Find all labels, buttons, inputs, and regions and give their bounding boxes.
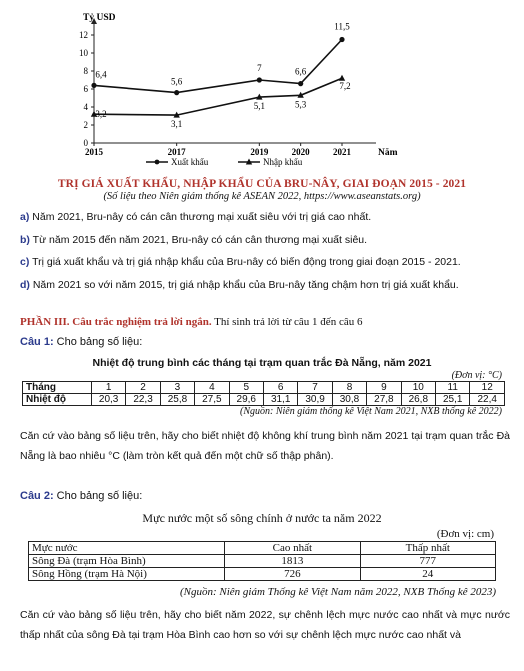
q2-table-title: Mực nước một số sông chính ở nước ta năm 2022: [142, 511, 382, 525]
table-cell: 2: [126, 382, 160, 394]
statement-b: b) Từ năm 2015 đến năm 2021, Bru-nây có cán cân thương mại xuất siêu.: [20, 234, 368, 246]
data-point: [257, 77, 262, 82]
legend-marker-export: [155, 160, 160, 165]
y-tick-label: 4: [83, 102, 88, 112]
data-label: 6,4: [95, 69, 107, 80]
table-cell: 26,8: [401, 394, 435, 406]
table-row: [23, 382, 505, 394]
table-cell: 12: [470, 382, 505, 394]
table-cell: Thấp nhất: [360, 542, 495, 555]
table-cell: 27,5: [195, 394, 229, 406]
table-cell: Nhiệt độ: [23, 394, 92, 406]
table-cell: 24: [360, 568, 495, 581]
x-axis-label: Năm: [378, 148, 398, 158]
table-row: [29, 568, 496, 581]
table-cell: 22,4: [470, 394, 505, 406]
table-cell: 3: [160, 382, 194, 394]
data-label: 11,5: [334, 21, 350, 32]
table-row: [29, 555, 496, 568]
q2-source: (Nguồn: Niên giám Thống kê Việt Nam năm 2022, NXB Thống kê 2023): [179, 586, 496, 598]
data-point: [339, 75, 345, 81]
x-tick-label: 2015: [85, 147, 103, 157]
table-cell: Mực nước: [29, 542, 225, 555]
q2-question: Căn cứ vào bảng số liệu trên, hãy cho biết năm 2022, sự chênh lệch mực nước cao nhất và mực nước thấp nhất của sông Đà tại trạm Hòa Bình cao hơn so với sự chênh lệch mực nước cao nhất và: [20, 609, 510, 641]
table-cell: 30,8: [332, 394, 366, 406]
statement-d: d) Năm 2021 so với năm 2015, trị giá nhập khẩu của Bru-nây tăng chậm hơn trị giá xuất khẩu.: [20, 279, 459, 291]
q1-question: Căn cứ vào bảng số liệu trên, hãy cho biết nhiệt độ không khí trung bình năm 2021 tại trạm quan trắc Đà Nẵng là bao nhiêu °C (làm tròn kết quả đến một chữ số thập phân).: [20, 430, 510, 462]
y-tick-label: 12: [79, 30, 88, 40]
table-cell: 29,6: [229, 394, 263, 406]
table-cell: 9: [367, 382, 401, 394]
data-point: [91, 83, 96, 88]
line-chart: [0, 0, 524, 178]
y-tick-label: 10: [79, 48, 88, 58]
q2-water-level-table: [28, 541, 496, 581]
table-cell: Sông Hồng (trạm Hà Nội): [29, 568, 225, 581]
table-cell: 30,9: [298, 394, 332, 406]
table-cell: 777: [360, 555, 495, 568]
table-cell: 25,1: [436, 394, 470, 406]
data-point: [339, 37, 344, 42]
table-cell: Tháng: [23, 382, 92, 394]
x-tick-label: 2020: [291, 147, 310, 157]
table-cell: 25,8: [160, 394, 194, 406]
part3-heading: PHẦN III. Câu trắc nghiệm trả lời ngắn. Thí sinh trả lời từ câu 1 đến câu 6: [20, 316, 363, 328]
table-cell: 22,3: [126, 394, 160, 406]
chart-source: (Số liệu theo Niên giám thống kê ASEAN 2022, https://www.aseanstats.org): [103, 191, 421, 202]
y-tick-label: 8: [83, 66, 88, 76]
q1-intro: Câu 1: Cho bảng số liệu:: [20, 336, 143, 348]
q1-table-title: Nhiệt độ trung bình các tháng tại trạm quan trắc Đà Nẵng, năm 2021: [92, 357, 432, 369]
data-label: 3,1: [171, 119, 183, 130]
q2-unit: (Đơn vị: cm): [436, 528, 494, 540]
data-label: 6,6: [295, 66, 307, 77]
legend-label-import: Nhập khẩu: [263, 157, 303, 167]
table-cell: 4: [195, 382, 229, 394]
data-label: 3,2: [95, 109, 107, 120]
q2-intro: Câu 2: Cho bảng số liệu:: [20, 490, 143, 502]
series-line-import: [94, 78, 342, 115]
data-label: 5,3: [295, 99, 307, 110]
data-label: 5,6: [171, 76, 183, 87]
data-point: [174, 90, 179, 95]
table-row: [23, 394, 505, 406]
x-tick-label: 2021: [333, 147, 351, 157]
data-label: 7: [257, 63, 262, 73]
data-label: 5,1: [253, 101, 265, 112]
table-cell: 1: [91, 382, 125, 394]
table-cell: Sông Đà (trạm Hòa Bình): [29, 555, 225, 568]
table-cell: Cao nhất: [225, 542, 360, 555]
data-point: [298, 81, 303, 86]
chart-title: TRỊ GIÁ XUẤT KHẨU, NHẬP KHẨU CỦA BRU-NÂY, GIAI ĐOẠN 2015 - 2021: [57, 178, 467, 190]
table-cell: 27,8: [367, 394, 401, 406]
y-tick-label: 0: [83, 138, 88, 148]
table-cell: 7: [298, 382, 332, 394]
table-cell: 10: [401, 382, 435, 394]
y-axis-label: Tỷ USD: [83, 13, 116, 23]
x-tick-label: 2017: [167, 147, 186, 157]
x-tick-label: 2019: [250, 147, 269, 157]
y-tick-label: 6: [83, 84, 88, 94]
table-cell: 726: [225, 568, 360, 581]
table-cell: 31,1: [263, 394, 297, 406]
table-cell: 5: [229, 382, 263, 394]
y-tick-label: 2: [83, 120, 88, 130]
q1-source: (Nguồn: Niên giám thống kê Việt Nam 2021, NXB thống kê 2022): [240, 406, 502, 417]
statement-c: c) Trị giá xuất khẩu và trị giá nhập khẩu của Bru-nây có biến động trong giai đoạn 2015 - 2021.: [20, 256, 461, 268]
statement-a: a) Năm 2021, Bru-nây có cán cân thương mại xuất siêu với trị giá cao nhất.: [20, 211, 372, 223]
legend-label-export: Xuất khẩu: [171, 157, 209, 167]
table-cell: 8: [332, 382, 366, 394]
table-cell: 1813: [225, 555, 360, 568]
table-row: [29, 542, 496, 555]
q1-temperature-table: [22, 381, 505, 406]
table-cell: 11: [436, 382, 470, 394]
table-cell: 20,3: [91, 394, 125, 406]
data-label: 7,2: [339, 81, 351, 92]
q1-unit: (Đơn vị: °C): [451, 370, 502, 381]
table-cell: 6: [263, 382, 297, 394]
